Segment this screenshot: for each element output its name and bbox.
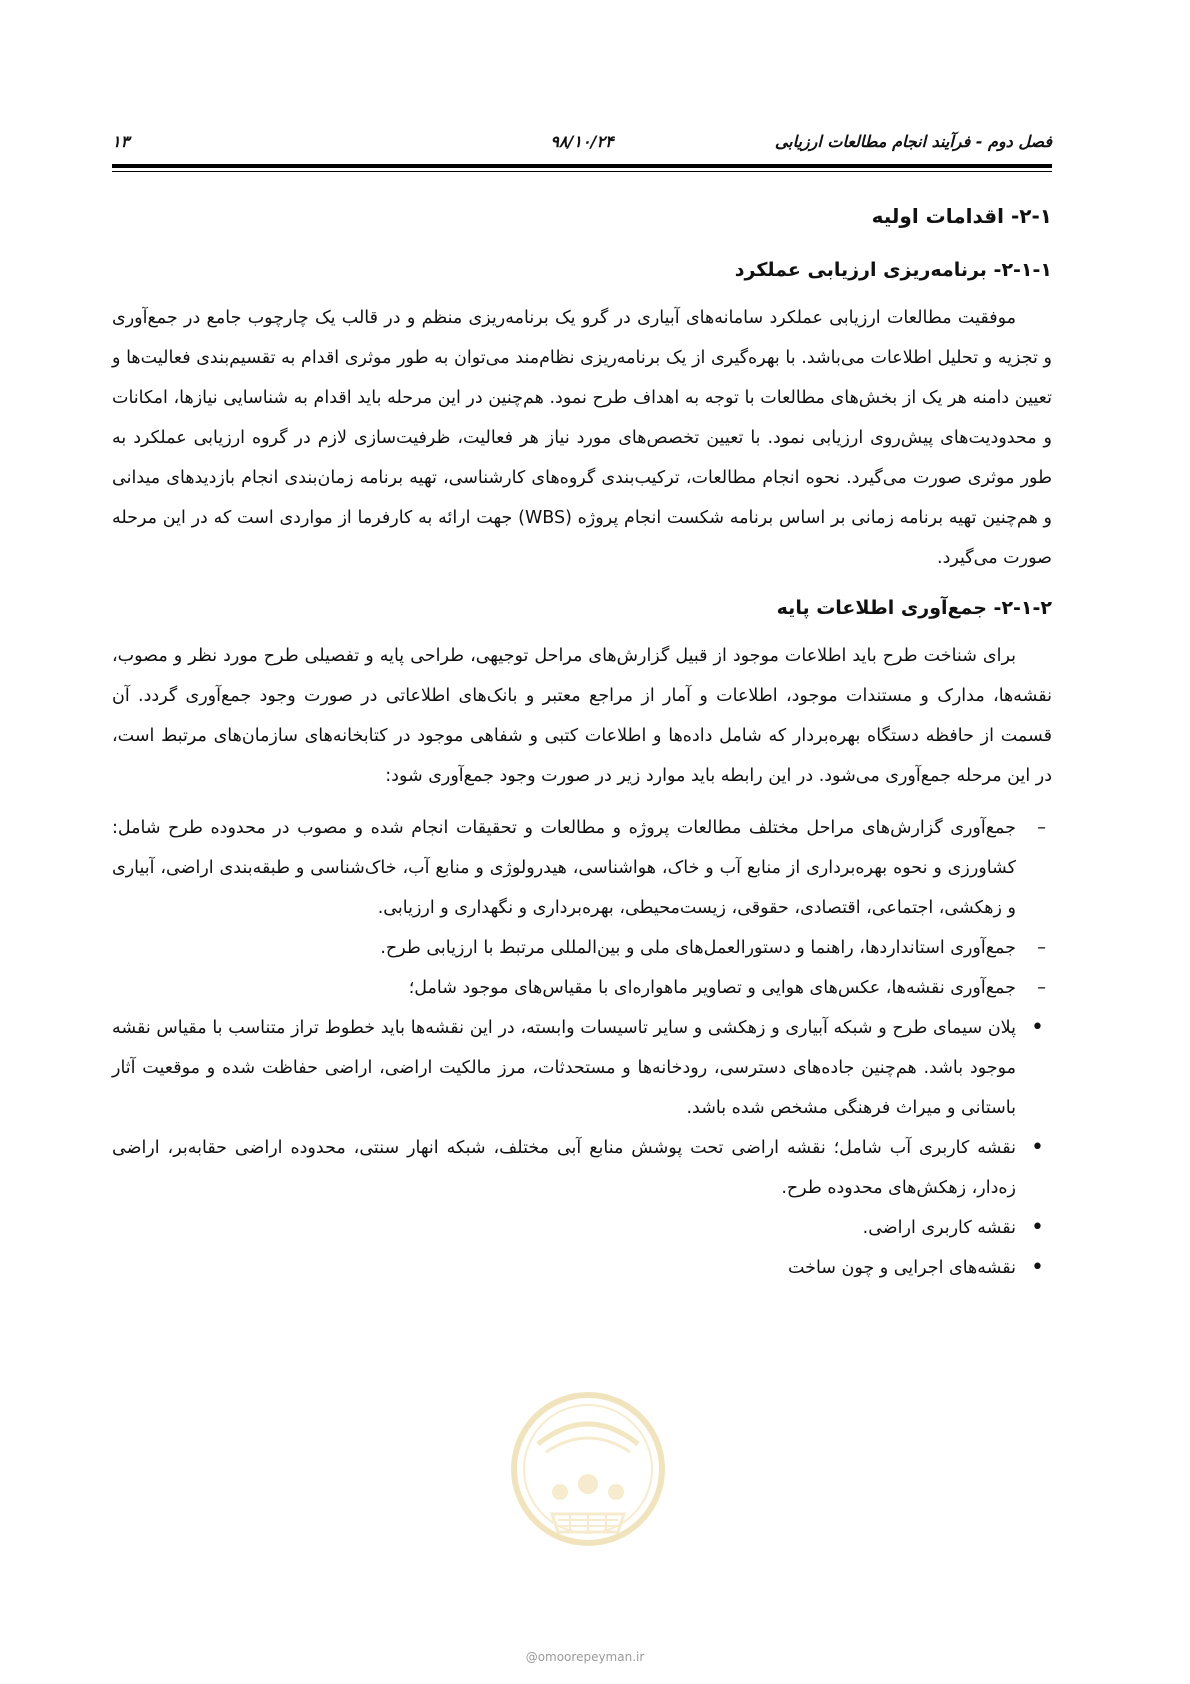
bullet-list-item: • نقشه کاربری اراضی. (112, 1208, 1052, 1248)
watermark-seal-icon (508, 1384, 668, 1554)
dash-list-item: – جمع‌آوری استانداردها، راهنما و دستورالعمل‌های ملی و بین‌المللی مرتبط با ارزیابی طرح. (112, 928, 1052, 968)
bullet-list-item: • پلان سیمای طرح و شبکه آبیاری و زهکشی و سایر تاسیسات وابسته، در این نقشه‌ها باید خطوط تراز متناسب با مقیاس نقشه موجود باشد. هم‌چنین جاده‌های دسترسی، رودخانه‌ها و مستحدثات، مرز مالکیت اراضی، اراضی حفاظت شده و موقعیت آثار باستانی و میراث فرهنگی مشخص شده باشد. (112, 1008, 1052, 1128)
page-number: ۱۳ (112, 132, 130, 151)
dash-list-item: – جمع‌آوری گزارش‌های مراحل مختلف مطالعات پروژه و مطالعات و تحقیقات انجام شده و مصوب در محدوده طرح شامل: کشاورزی و نحوه بهره‌برداری از منابع آب و خاک، هواشناسی، هیدرولوژی و منابع آب، خاک‌شناسی و طبقه‌بندی اراضی، آبیاری و زهکشی، اجتماعی، اقتصادی، حقوقی، زیست‌محیطی، بهره‌برداری و نگهداری و ارزیابی. (112, 808, 1052, 928)
planning-paragraph: موفقیت مطالعات ارزیابی عملکرد سامانه‌های آبیاری در گرو یک برنامه‌ریزی منظم و در قالب یک چارچوب جامع در جمع‌آوری و تجزیه و تحلیل اطلاعات می‌باشد. با بهره‌گیری از یک برنامه‌ریزی نظام‌مند می‌توان به طور موثری اقدام به تقسیم‌بندی فعالیت‌ها و تعیین دامنه هر یک از بخش‌های مطالعات با توجه به اهداف طرح نمود. هم‌چنین در این مرحله باید اقدام به شناسایی نیازها، امکانات و محدودیت‌های پیش‌روی ارزیابی نمود. با تعیین تخصص‌های مورد نیاز هر فعالیت، ظرفیت‌سازی لازم در گروه ارزیابی عملکرد به طور موثری صورت می‌گیرد. نحوه انجام مطالعات، ترکیب‌بندی گروه‌های کارشناسی، تهیه برنامه زمان‌بندی انجام بازدیدهای میدانی و هم‌چنین تهیه برنامه زمانی بر اساس برنامه شکست انجام پروژه (WBS) جهت ارائه به کارفرما از مواردی است که در این مرحله صورت می‌گیرد. (112, 308, 1052, 568)
data-collection-paragraph: برای شناخت طرح باید اطلاعات موجود از قبیل گزارش‌های مراحل توجیهی، طراحی پایه و تفصیلی طرح مورد نظر و مصوب، نقشه‌ها، مدارک و مستندات موجود، اطلاعات و آمار از مراجع معتبر و بانک‌های اطلاعاتی در صورت وجود جمع‌آوری گردد. آن قسمت از حافظه دستگاه بهره‌بردار که شامل داده‌ها و اطلاعات کتبی و شفاهی موجود در کتابخانه‌های سازمان‌های مرتبط است، در این مرحله جمع‌آوری می‌شود. در این رابطه باید موارد زیر در صورت وجود جمع‌آوری شود: (112, 646, 1052, 786)
page-body (112, 190, 1052, 1288)
header-rule-thick (112, 164, 1052, 168)
watermark-url: @omoorepeyman.ir (525, 1650, 645, 1664)
bullet-list-item: • نقشه کاربری آب شامل؛ نقشه اراضی تحت پوشش منابع آبی مختلف، شبکه انهار سنتی، محدوده اراضی حقابه‌بر، اراضی زه‌دار، زهکش‌های محدوده طرح. (112, 1128, 1052, 1208)
chapter-title: فصل دوم - فرآیند انجام مطالعات ارزیابی (774, 132, 1052, 151)
header-rule-thin (112, 171, 1052, 172)
subsection-heading-planning: ۲-۱-۱- برنامه‌ریزی ارزیابی عملکرد (734, 259, 1052, 281)
page-header (112, 128, 1052, 158)
dash-list (112, 808, 1052, 1008)
subsection-heading-data-collection: ۲-۱-۲- جمع‌آوری اطلاعات پایه (776, 597, 1052, 619)
bullet-list-item: • نقشه‌های اجرایی و چون ساخت (112, 1248, 1052, 1288)
bullet-list (112, 1008, 1052, 1288)
section-heading: ۲-۱- اقدامات اولیه (871, 204, 1052, 228)
dash-list-item: – جمع‌آوری نقشه‌ها، عکس‌های هوایی و تصاویر ماهواره‌ای با مقیاس‌های موجود شامل؛ (112, 968, 1052, 1008)
header-date: ۹۸/۱۰/۲۴ (550, 132, 614, 151)
